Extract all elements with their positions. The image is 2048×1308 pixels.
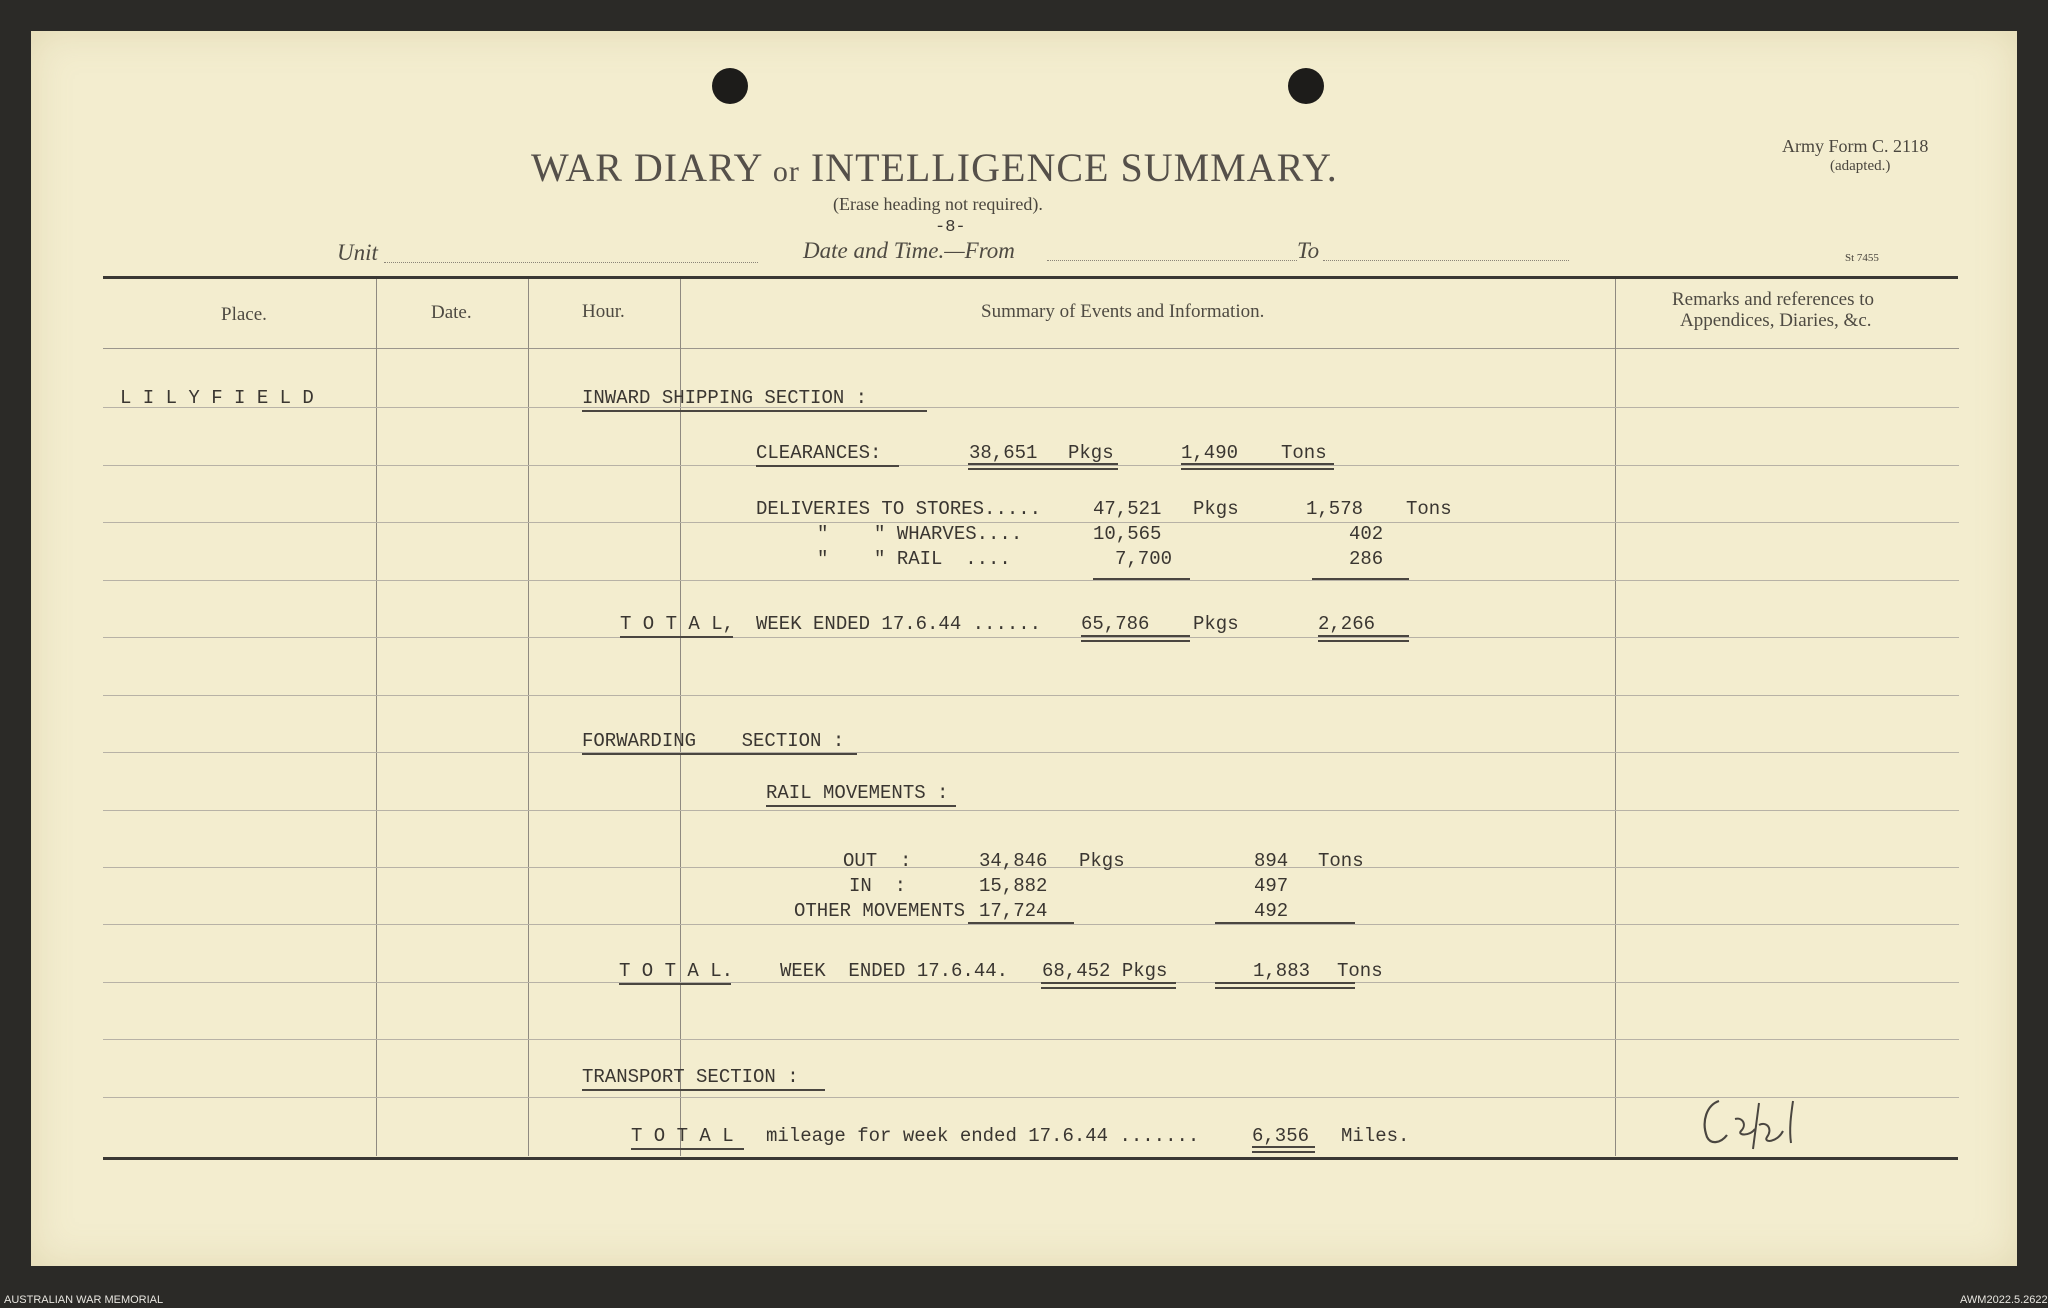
forwarding-total-week: WEEK ENDED 17.6.44.: [780, 960, 1009, 982]
forwarding-total-pkgs-underline: [1041, 982, 1176, 989]
deliveries-stores-pkgs-unit: Pkgs: [1193, 498, 1239, 520]
army-form-number: Army Form C. 2118: [1782, 136, 1929, 156]
forwarding-total-pkgs: 68,452 Pkgs: [1042, 960, 1168, 982]
rule-line: [103, 924, 1959, 925]
forwarding-total-label: T O T A L.: [619, 960, 734, 982]
form-title: [531, 144, 1338, 191]
deliveries-stores-tons-unit: Tons: [1406, 498, 1452, 520]
unit-field-line: [384, 262, 758, 263]
clearances-tons-underline: [1181, 463, 1334, 470]
out-pkgs-unit: Pkgs: [1079, 850, 1125, 872]
other-movements-tons: 492: [1254, 900, 1289, 922]
forwarding-total-tons-unit: Tons: [1337, 960, 1383, 982]
title-war-diary: WAR DIARY: [531, 145, 762, 190]
inward-total-tons-underline: [1318, 635, 1409, 642]
inward-total-underline: [620, 636, 733, 638]
inward-total-tons: 2,266: [1318, 613, 1376, 635]
inward-total-pkgs-unit: Pkgs: [1193, 613, 1239, 635]
forwarding-total-tons: 1,883: [1253, 960, 1311, 982]
inward-total-pkgs: 65,786: [1081, 613, 1150, 635]
deliveries-rail-pkgs: 7,700: [1115, 548, 1173, 570]
date-to-label: To: [1297, 238, 1320, 263]
out-label: OUT :: [843, 850, 912, 872]
out-pkgs: 34,846: [979, 850, 1048, 872]
erase-note: (Erase heading not required).: [833, 194, 1043, 214]
war-diary-sheet: [31, 31, 2017, 1266]
title-or: or: [772, 155, 800, 188]
transport-heading: TRANSPORT SECTION :: [582, 1066, 799, 1088]
deliveries-stores-label: DELIVERIES TO STORES.....: [756, 498, 1042, 520]
deliveries-stores-tons: 1,578: [1306, 498, 1364, 520]
forwarding-heading: FORWARDING SECTION :: [582, 730, 845, 752]
table-top-border: [103, 276, 1958, 279]
inward-total-pkgs-underline: [1081, 635, 1190, 642]
col-divider-summary: [1615, 279, 1616, 1156]
rule-line: [103, 1097, 1959, 1098]
stock-number: St 7455: [1845, 252, 1879, 264]
inward-heading-underline: [582, 410, 927, 412]
forwarding-tons-sum-line: [1215, 922, 1355, 924]
rail-movements-heading: RAIL MOVEMENTS :: [766, 782, 949, 804]
transport-total-miles: 6,356: [1252, 1125, 1310, 1147]
clearances-pkgs-unit: Pkgs: [1068, 442, 1114, 464]
handwritten-signature: [1697, 1091, 1827, 1161]
transport-total-underline: [631, 1148, 744, 1150]
deliveries-pkgs-sum-line: [1093, 578, 1190, 580]
date-time-label: Date and Time.—From: [803, 238, 1015, 263]
col-divider-place: [376, 279, 377, 1156]
in-label: IN :: [849, 875, 907, 897]
deliveries-wharves-tons: 402: [1349, 523, 1384, 545]
rule-line: [103, 522, 1959, 523]
out-tons-unit: Tons: [1318, 850, 1364, 872]
clearances-label: CLEARANCES:: [756, 442, 882, 464]
deliveries-rail-tons: 286: [1349, 548, 1384, 570]
transport-miles-unit: Miles.: [1341, 1125, 1410, 1147]
date-to-line: [1323, 260, 1569, 261]
rule-line: [103, 407, 1959, 408]
transport-total-miles-underline: [1252, 1146, 1315, 1153]
rule-line: [103, 810, 1959, 811]
forwarding-heading-underline: [582, 753, 857, 755]
unit-label: Unit: [337, 240, 378, 265]
col-header-remarks-2: Appendices, Diaries, &c.: [1680, 310, 1872, 331]
rule-line: [103, 637, 1959, 638]
inward-total-week: WEEK ENDED 17.6.44 ......: [756, 613, 1042, 635]
col-divider-date: [528, 279, 529, 1156]
deliveries-stores-pkgs: 47,521: [1093, 498, 1162, 520]
transport-total-text: mileage for week ended 17.6.44 .......: [766, 1125, 1200, 1147]
forwarding-total-underline: [619, 983, 731, 985]
col-header-place: Place.: [221, 304, 267, 325]
rule-line: [103, 580, 1959, 581]
transport-heading-underline: [582, 1089, 825, 1091]
deliveries-wharves-pkgs: 10,565: [1093, 523, 1162, 545]
page-number: -8-: [935, 218, 966, 237]
other-movements-pkgs: 17,724: [979, 900, 1048, 922]
deliveries-rail-label: " " RAIL ....: [817, 548, 1011, 570]
rule-line: [103, 982, 1959, 983]
col-header-hour: Hour.: [582, 301, 625, 322]
forwarding-pkgs-sum-line: [968, 922, 1074, 924]
clearances-pkgs: 38,651: [969, 442, 1038, 464]
inward-heading: INWARD SHIPPING SECTION :: [582, 387, 868, 409]
col-header-date: Date.: [431, 302, 472, 323]
col-header-remarks-1: Remarks and references to: [1672, 289, 1875, 310]
in-tons: 497: [1254, 875, 1289, 897]
table-bottom-border: [103, 1157, 1958, 1160]
title-intelligence-summary: INTELLIGENCE SUMMARY.: [810, 145, 1338, 190]
date-from-line: [1047, 260, 1297, 261]
out-tons: 894: [1254, 850, 1289, 872]
col-header-summary: Summary of Events and Information.: [981, 301, 1265, 322]
adapted-note: (adapted.): [1830, 158, 1891, 174]
rule-line: [103, 695, 1959, 696]
forwarding-total-tons-underline: [1215, 982, 1355, 989]
footer-right: AWM2022.5.2622: [1960, 1294, 2048, 1306]
deliveries-tons-sum-line: [1312, 578, 1409, 580]
place-entry: L I L Y F I E L D: [120, 387, 314, 409]
other-movements-label: OTHER MOVEMENTS: [794, 900, 966, 922]
transport-total-label: T O T A L: [631, 1125, 734, 1147]
header-divider: [103, 348, 1959, 349]
clearances-underline: [756, 465, 899, 467]
inward-total-label: T O T A L,: [620, 613, 735, 635]
rule-line: [103, 752, 1959, 753]
punch-hole-right: [1288, 68, 1324, 104]
clearances-tons-unit: Tons: [1281, 442, 1327, 464]
rule-line: [103, 1039, 1959, 1040]
punch-hole-left: [712, 68, 748, 104]
clearances-pkgs-underline: [968, 463, 1118, 470]
deliveries-wharves-label: " " WHARVES....: [817, 523, 1023, 545]
in-pkgs: 15,882: [979, 875, 1048, 897]
footer-left: AUSTRALIAN WAR MEMORIAL: [4, 1294, 164, 1306]
rail-movements-underline: [766, 805, 956, 807]
clearances-tons: 1,490: [1181, 442, 1239, 464]
